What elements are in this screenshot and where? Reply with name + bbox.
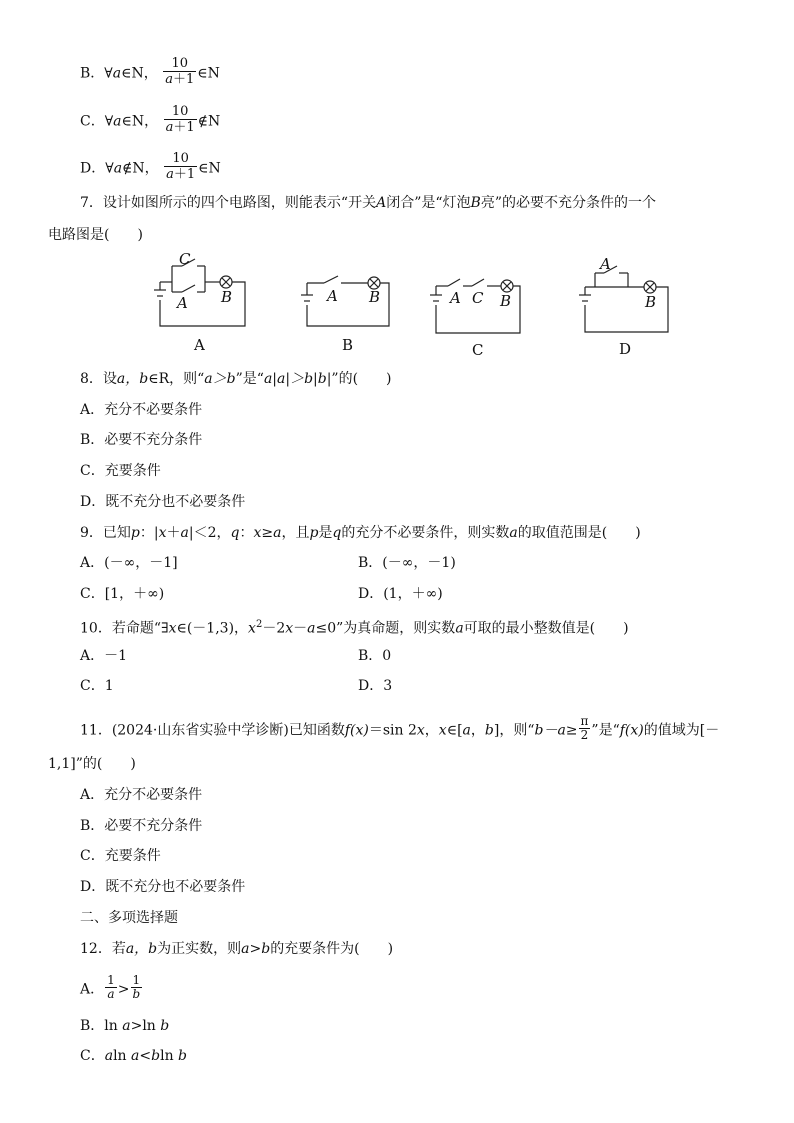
circuit-c-switch-c-label: C (472, 289, 484, 307)
q10-option-d: D．3 (358, 678, 393, 694)
q12-option-c: C．aln a<bln b (80, 1048, 188, 1064)
q9-option-c: C．[1，＋∞) (80, 586, 165, 602)
q9-option-b: B．(－∞，－1) (358, 555, 456, 571)
circuit-d-caption: D (619, 340, 632, 358)
q11-stem-line2: 1,1]”的( ) (48, 756, 136, 772)
q6-option-c: C．∀a∈N， $\frac{10}{a+1}$ ∉N (80, 104, 221, 135)
q8-stem: 8．设a，b∈R，则“a＞b”是“a|a|＞b|b|”的( ) (80, 371, 392, 387)
q11-option-c: C．充要条件 (80, 848, 161, 864)
q9-option-d: D．(1，＋∞) (358, 586, 443, 602)
q11-option-d: D．既不充分也不必要条件 (80, 879, 246, 895)
q11-option-b: B．必要不充分条件 (80, 818, 203, 834)
circuit-b-switch-a-label: A (327, 287, 338, 305)
circuit-a-bulb-label: B (221, 288, 233, 306)
circuit-b-caption: B (342, 336, 354, 354)
pi-over-2-fraction: $\frac{\pi}{2}$ (580, 714, 589, 742)
q10-option-b: B．0 (358, 648, 392, 664)
q7-stem-line2: 电路图是( ) (48, 227, 143, 243)
q12-option-a: A． $\frac{1}{a}$ > $\frac{1}{b}$ (80, 973, 141, 1001)
circuit-a-caption: A (194, 336, 205, 354)
q10-option-a: A．－1 (80, 648, 128, 664)
q8-option-c: C．充要条件 (80, 463, 161, 479)
fraction: $\frac{10}{a+1}$ (165, 56, 195, 87)
q6-option-b: B．∀a∈N， $\frac{10}{a+1}$ ∈N (80, 56, 220, 87)
q9-stem: 9．已知p：|x＋a|＜2，q：x≥a，且p是q的充分不必要条件，则实数a的取值范围是( ) (80, 525, 641, 541)
circuit-diagrams (0, 0, 794, 380)
q12-option-b: B．ln a>ln b (80, 1018, 170, 1034)
fraction: $\frac{1}{a}$ (107, 973, 115, 1001)
q8-option-a: A．充分不必要条件 (80, 402, 203, 418)
circuit-c-caption: C (472, 341, 484, 359)
fraction: $\frac{10}{a+1}$ (166, 151, 196, 182)
q12-stem: 12．若a，b为正实数，则a>b的充要条件为( ) (80, 941, 394, 957)
circuit-c-switch-a-label: A (450, 289, 461, 307)
section-heading-multiple-choice: 二、多项选择题 (80, 910, 178, 926)
circuit-a-switch-a-label: A (177, 294, 188, 312)
q8-option-d: D．既不充分也不必要条件 (80, 494, 246, 510)
q10-stem: 10．若命题“∃x∈(－1,3)，$x^2-2x-a\le 0$”为真命题，则实数a可取的最小整数值是( ) (80, 619, 629, 637)
fraction: $\frac{10}{a+1}$ (165, 104, 195, 135)
fraction: $\frac{1}{b}$ (132, 973, 141, 1001)
circuit-c-bulb-label: B (500, 292, 512, 310)
circuit-b-bulb-label: B (369, 288, 381, 306)
q6-option-d: D．∀a∉N， $\frac{10}{a+1}$ ∈N (80, 151, 221, 182)
q7-stem-line1: 7．设计如图所示的四个电路图，则能表示“开关A闭合”是“灯泡B亮”的必要不充分条件的一个 (80, 195, 656, 211)
q10-option-c: C．1 (80, 678, 114, 694)
q11-stem-line1: 11．(2024·山东省实验中学诊断)已知函数f(x)＝sin 2x，x∈[a，b]，则“b－a≥ $\frac{\pi}{2}$ ”是“f(x)的值域为[－ (80, 714, 720, 742)
circuit-d-switch-a-label: A (600, 255, 611, 273)
circuit-a-switch-c-label: C (179, 250, 191, 268)
q9-option-a: A．(－∞，－1] (80, 555, 178, 571)
q11-option-a: A．充分不必要条件 (80, 787, 203, 803)
circuit-d-bulb-label: B (645, 293, 657, 311)
q8-option-b: B．必要不充分条件 (80, 432, 203, 448)
